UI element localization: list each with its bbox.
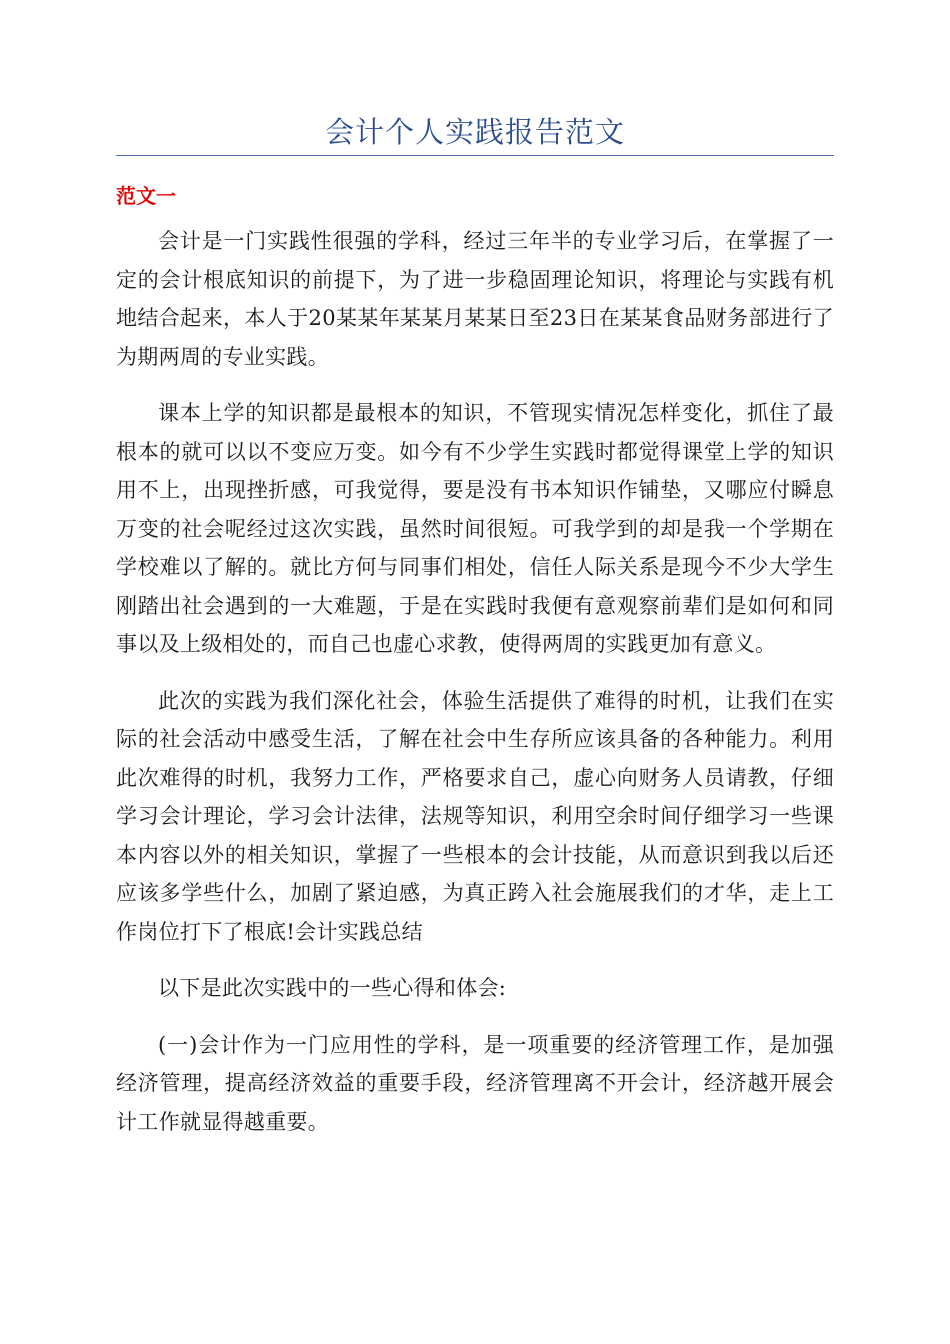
paragraph-1: 会计是一门实践性很强的学科，经过三年半的专业学习后，在掌握了一定的会计根底知识的前提下，为了进一步稳固理论知识，将理论与实践有机地结合起来，本人于20某某年某某月某某日至23日在某某食品财务部进行了为期两周的专业实践。 bbox=[116, 229, 834, 369]
document-page bbox=[116, 0, 834, 1141]
paragraph-2: 课本上学的知识都是最根本的知识，不管现实情况怎样变化，抓住了最根本的就可以以不变应万变。如今有不少学生实践时都觉得课堂上学的知识用不上，出现挫折感，可我觉得，要是没有书本知识作铺垫，又哪应付瞬息万变的社会呢经过这次实践，虽然时间很短。可我学到的却是我一个学期在学校难以了解的。就比方何与同事们相处，信任人际关系是现今不少大学生刚踏出社会遇到的一大难题，于是在实践时我便有意观察前辈们是如何和同事以及上级相处的，而自己也虚心求教，使得两周的实践更加有意义。 bbox=[116, 401, 834, 656]
paragraph-5: (一)会计作为一门应用性的学科，是一项重要的经济管理工作，是加强经济管理，提高经济效益的重要手段，经济管理离不开会计，经济越开展会计工作就显得越重要。 bbox=[116, 1032, 834, 1134]
section-heading: 范文一 bbox=[116, 184, 176, 208]
paragraph-3: 此次的实践为我们深化社会，体验生活提供了难得的时机，让我们在实际的社会活动中感受生活，了解在社会中生存所应该具备的各种能力。利用此次难得的时机，我努力工作，严格要求自己，虚心向财务人员请教，仔细学习会计理论，学习会计法律，法规等知识，利用空余时间仔细学习一些课本内容以外的相关知识，掌握了一些根本的会计技能，从而意识到我以后还应该多学些什么，加剧了紧迫感，为真正跨入社会施展我们的才华，走上工作岗位打下了根底!会计实践总结 bbox=[116, 688, 834, 944]
paragraph-4: 以下是此次实践中的一些心得和体会: bbox=[158, 976, 507, 1000]
title-underline bbox=[116, 155, 834, 156]
document-title: 会计个人实践报告范文 bbox=[324, 115, 625, 149]
